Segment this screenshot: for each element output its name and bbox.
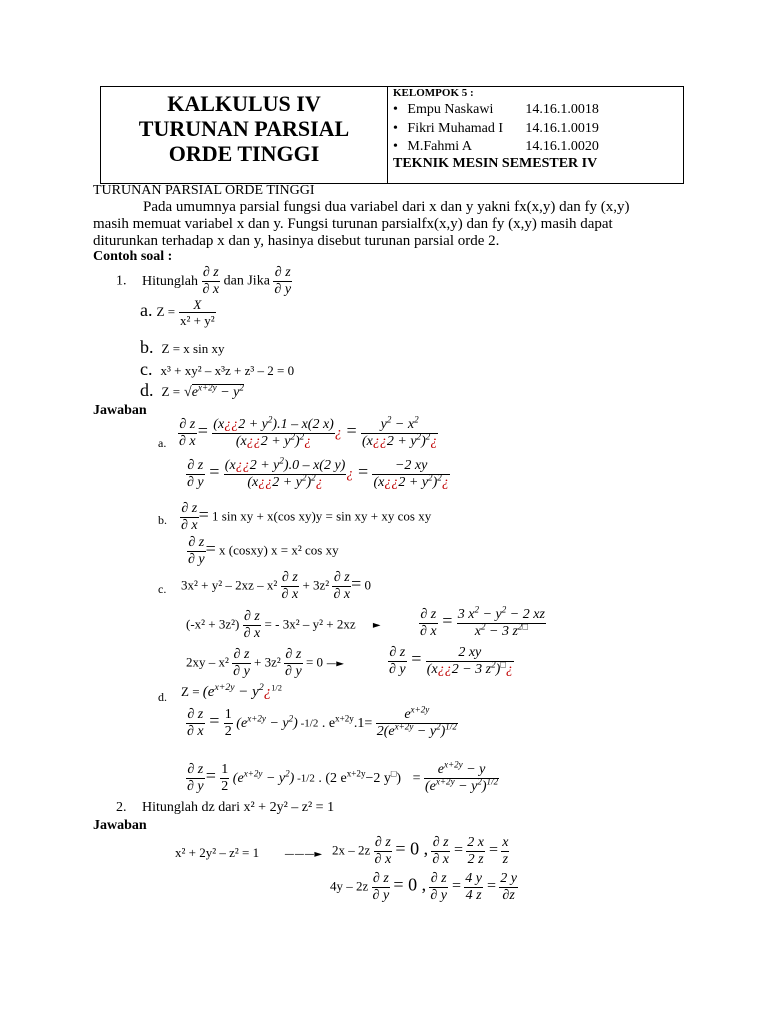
fraction-dz-dy: $\frac{\partial z}{\partial y}$ <box>285 647 302 679</box>
item-a-lhs: Z = <box>156 304 176 320</box>
item-c <box>140 359 294 380</box>
fraction-dz-dx: $\frac{\partial z}{\partial x}$ <box>187 707 204 739</box>
bullet-icon: • <box>393 102 398 117</box>
item-d-lhs: Z = <box>161 384 181 399</box>
group-label: KELOMPOK 5 : <box>393 87 474 99</box>
fraction-dz-dy: $\frac{\partial z}{\partial y}$ <box>372 871 390 903</box>
answer-c-1-c: 0 <box>364 577 371 593</box>
answer-b-label: b. <box>158 513 167 527</box>
member-2-nim: 14.16.1.0019 <box>525 121 599 136</box>
fraction-dz-dx: $\frac{\partial z}{\partial x}$ <box>243 609 261 641</box>
q2-fraction-x-z: $\frac{x}{z}$ <box>502 835 509 867</box>
question-1 <box>116 266 292 297</box>
answer-b-line-1: $\frac{\partial z}{\partial x}$ = 1 sin xy + x(cos xy)y = sin xy + xy cos xy <box>181 501 432 533</box>
q2-fraction-2y-dz: $\frac{2 y}{\partial z}$ <box>500 871 517 903</box>
jawaban-2-label: Jawaban <box>93 818 147 833</box>
member-2 <box>393 121 599 137</box>
answer-d-2-fraction: $\frac{e^{x+2y}}{2(e^{x+2y} - y^2)^{1/2}}$ <box>376 704 457 739</box>
item-d-sqrt: $√e^{x+2y} - y^2$ <box>184 382 244 400</box>
contoh-label: Contoh soal : <box>93 249 173 264</box>
fraction-dz-dy: $\frac{\partial z}{\partial y}$ <box>188 535 205 567</box>
answer-c-3-result: $\frac{\partial z}{\partial y}$ = $\frac{2 xy}{(x¿¿2 - 3 z^2)^□¿}$ <box>389 645 513 677</box>
title-line-2: TURUNAN PARSIAL <box>138 116 350 141</box>
title-block <box>101 87 388 183</box>
question-2 <box>116 800 334 816</box>
question-1-number: 1. <box>116 273 127 289</box>
answer-d-line-1: $Z = (e^{x+2y}$ − $y^2¿^{1/2}$ <box>181 682 282 700</box>
q2-fraction-2x-2z: $\frac{2 x}{2 z}$ <box>467 835 484 867</box>
answer-d-line-3: $\frac{\partial z}{\partial y}$ = $\frac{1}{2}$ $(e^{x+2y} - y^2)$ -1/2 . (2 $e^{x+2y}-2$ y□) = $\frac{e^{x+2y} - y}{(e^{x+2y} - y^2)^{1/2}}$ <box>187 759 499 794</box>
q2-line-1-right: 2x – 2z $\frac{\partial z}{\partial x}$ = 0 , $\frac{\partial z}{\partial x}$ = $\frac{2 x}{2 z}$ = $\frac{x}{z}$ <box>332 835 509 867</box>
question-2-text: Hitunglah dz dari x² + 2y² – z² = 1 <box>142 800 335 815</box>
question-1-text: Hitunglah <box>142 273 198 289</box>
member-3 <box>393 139 599 155</box>
answer-c-2-result: $\frac{\partial z}{\partial x}$ = $\frac{3 x^2 - y^2 - 2 xz}{x^2 - 3 z^{2□}}$ <box>420 604 545 639</box>
item-b-expr: Z = x sin xy <box>161 341 225 356</box>
answer-a-1-fraction: $\frac{(x¿¿2 + y^2).1 - x(2 x)}{(x¿¿2 + y^2)^2¿}$ <box>213 414 334 449</box>
fraction-dz-dx: $\frac{\partial z}{\partial x}$ <box>420 607 437 639</box>
answer-a-label: a. <box>158 436 167 450</box>
item-a <box>140 298 216 327</box>
answer-a-1-result: $\frac{y^2 - x^2}{(x¿¿2 + y^2)^2¿}$ <box>361 414 438 449</box>
item-c-label: c. <box>140 359 153 379</box>
item-a-fraction <box>179 298 216 327</box>
intro-line-1: Pada umumnya parsial fungsi dua variabel dari x dan y yakni fx(x,y) dan fy (x,y) <box>143 199 630 215</box>
fraction-half: $\frac{1}{2}$ <box>224 707 232 739</box>
answer-a-2-result: $\frac{-2 xy}{(x¿¿2 + y^2)^2¿}$ <box>373 458 449 490</box>
section-title: TURUNAN PARSIAL ORDE TINGGI <box>93 183 315 198</box>
fraction-dz-dx: $\frac{\partial z}{\partial x}$ <box>333 570 351 602</box>
answer-c-2-b: = - 3x² – y² + 2xz <box>264 616 356 632</box>
answer-c-line-2 <box>186 610 381 641</box>
item-b <box>140 337 224 358</box>
fraction-dz-dy: $\frac{\partial z}{\partial y}$ <box>233 647 250 679</box>
fraction-dz-dx: $\frac{\partial z}{\partial x}$ <box>202 265 220 297</box>
fraction-dz-dx: $\frac{\partial z}{\partial x}$ <box>181 501 198 533</box>
answer-a-line-1: $\frac{\partial z}{\partial x}$ = $\frac{(x¿¿2 + y^2).1 - x(2 x)}{(x¿¿2 + y^2)^2¿}$ ¿ = $\frac{y^2 - x^2}{(x¿¿2 + y^2)^2¿}$ <box>179 414 438 449</box>
answer-c-3-b: + 3z² <box>254 654 281 670</box>
member-3-nim: 14.16.1.0020 <box>525 139 599 154</box>
answer-d-line-2: $\frac{\partial z}{\partial x}$ = $\frac{1}{2}$ $(e^{x+2y} - y^2)$ -1/2 . $e^{x+2y}.1=$ $\frac{e^{x+2y}}{2(e^{x+2y} - y^2)^{1/2}}$ <box>187 704 457 739</box>
answer-a-line-2: $\frac{\partial z}{\partial y}$ = $\frac{(x¿¿2 + y^2).0 - x(2 y)}{(x¿¿2 + y^2)^2¿}$ ¿ = $\frac{-2 xy}{(x¿¿2 + y^2)^2¿}$ <box>187 455 449 490</box>
item-a-numerator: X <box>179 298 216 313</box>
title-line-1: KALKULUS IV <box>167 91 321 116</box>
answer-a-2-fraction: $\frac{(x¿¿2 + y^2).0 - x(2 y)}{(x¿¿2 + y^2)^2¿}$ <box>224 455 346 490</box>
jawaban-label: Jawaban <box>93 403 147 418</box>
bullet-icon: • <box>393 121 398 136</box>
answer-d-3-fraction: $\frac{e^{x+2y} - y}{(e^{x+2y} - y^2)^{1/2}}$ <box>424 759 499 794</box>
member-1-name: Empu Naskawi <box>407 102 494 117</box>
document-title <box>101 91 387 166</box>
item-d-label: d. <box>140 380 154 400</box>
question-2-number: 2. <box>116 800 127 815</box>
arrow-icon: —► <box>326 658 344 670</box>
header-box <box>100 86 684 184</box>
bullet-icon: • <box>393 139 398 154</box>
answer-c-3-fraction: $\frac{2 xy}{(x¿¿2 - 3 z^2)^□¿}$ <box>426 645 513 677</box>
intro-line-2: masih memuat variabel x dan y. Fungsi turunan parsialfx(x,y) dan fy (x,y) masih dapat <box>93 216 613 232</box>
answer-b-line-2: $\frac{\partial z}{\partial y}$ = x (cosxy) x = x² cos xy <box>188 535 339 567</box>
member-1-nim: 14.16.1.0018 <box>525 102 599 117</box>
fraction-dz-dx: $\frac{\partial z}{\partial x}$ <box>432 835 449 867</box>
q2-fraction-4y-4z: $\frac{4 y}{4 z}$ <box>465 871 482 903</box>
answer-c-3-a: 2xy – x² <box>186 654 229 670</box>
fraction-half: $\frac{1}{2}$ <box>221 762 229 794</box>
q2-line-2-text: 4y – 2z <box>330 878 369 894</box>
q2-line-1-text: 2x – 2z <box>332 842 371 858</box>
answer-c-line-3 <box>186 648 344 679</box>
item-b-label: b. <box>140 337 154 357</box>
answer-c-1-a: 3x² + y² – 2xz – x² <box>181 577 278 593</box>
answer-c-label: c. <box>158 582 167 596</box>
item-d <box>140 380 244 401</box>
fraction-dz-dx: $\frac{\partial z}{\partial x}$ <box>374 835 392 867</box>
fraction-dz-dx: $\frac{\partial z}{\partial x}$ <box>281 570 299 602</box>
title-line-3: ORDE TINGGI <box>168 141 320 166</box>
answer-c-3-c: = 0 <box>305 654 324 670</box>
member-3-name: M.Fahmi A <box>407 139 472 154</box>
fraction-dz-dx: $\frac{\partial z}{\partial x}$ <box>179 417 196 449</box>
fraction-dz-dy: $\frac{\partial z}{\partial y}$ <box>187 762 204 794</box>
member-1 <box>393 102 599 118</box>
answer-b-line-1-text: 1 sin xy + x(cos xy)y = sin xy + xy cos xy <box>212 508 432 524</box>
answer-b-line-2-text: x (cosxy) x = x² cos xy <box>219 542 339 558</box>
intro-line-3: diturunkan terhadap x dan y, hasinya disebut turunan parsial orde 2. <box>93 233 500 249</box>
answer-c-2-a: (-x² + 3z²) <box>186 616 240 632</box>
answer-d-label: d. <box>158 690 167 704</box>
fraction-dz-dy: $\frac{\partial z}{\partial y}$ <box>274 265 292 297</box>
fraction-dz-dy: $\frac{\partial z}{\partial y}$ <box>389 645 406 677</box>
answer-d-lhs: Z = <box>181 684 200 699</box>
q2-equation: x² + 2y² – z² = 1 <box>175 845 260 860</box>
fraction-dz-dy: $\frac{\partial z}{\partial y}$ <box>430 871 447 903</box>
item-a-label: a. <box>140 300 153 321</box>
arrow-icon: ———► <box>284 849 323 860</box>
fraction-dz-dy: $\frac{\partial z}{\partial y}$ <box>187 458 204 490</box>
q2-line-2: 4y – 2z $\frac{\partial z}{\partial y}$ = 0 , $\frac{\partial z}{\partial y}$ = $\frac{4 y}{4 z}$ = $\frac{2 y}{\partial z}$ <box>330 871 517 903</box>
group-block <box>391 87 681 183</box>
program-label: TEKNIK MESIN SEMESTER IV <box>393 156 598 171</box>
arrow-icon: ► <box>372 620 381 632</box>
member-2-name: Fikri Muhamad I <box>407 121 504 136</box>
item-a-denominator: x² + y² <box>180 313 215 328</box>
answer-c-2-fraction: $\frac{3 x^2 - y^2 - 2 xz}{x^2 - 3 z^{2□}}$ <box>457 604 545 639</box>
q2-line-1-left <box>175 845 322 861</box>
item-c-expr: x³ + xy² – x³z + z³ – 2 = 0 <box>160 363 295 378</box>
answer-c-1-b: + 3z² <box>302 577 330 593</box>
question-1-mid: dan Jika <box>223 273 270 289</box>
answer-c-line-1: 3x² + y² – 2xz – x² $\frac{\partial z}{\partial x}$ + 3z² $\frac{\partial z}{\partial x}$ = 0 <box>181 570 371 602</box>
